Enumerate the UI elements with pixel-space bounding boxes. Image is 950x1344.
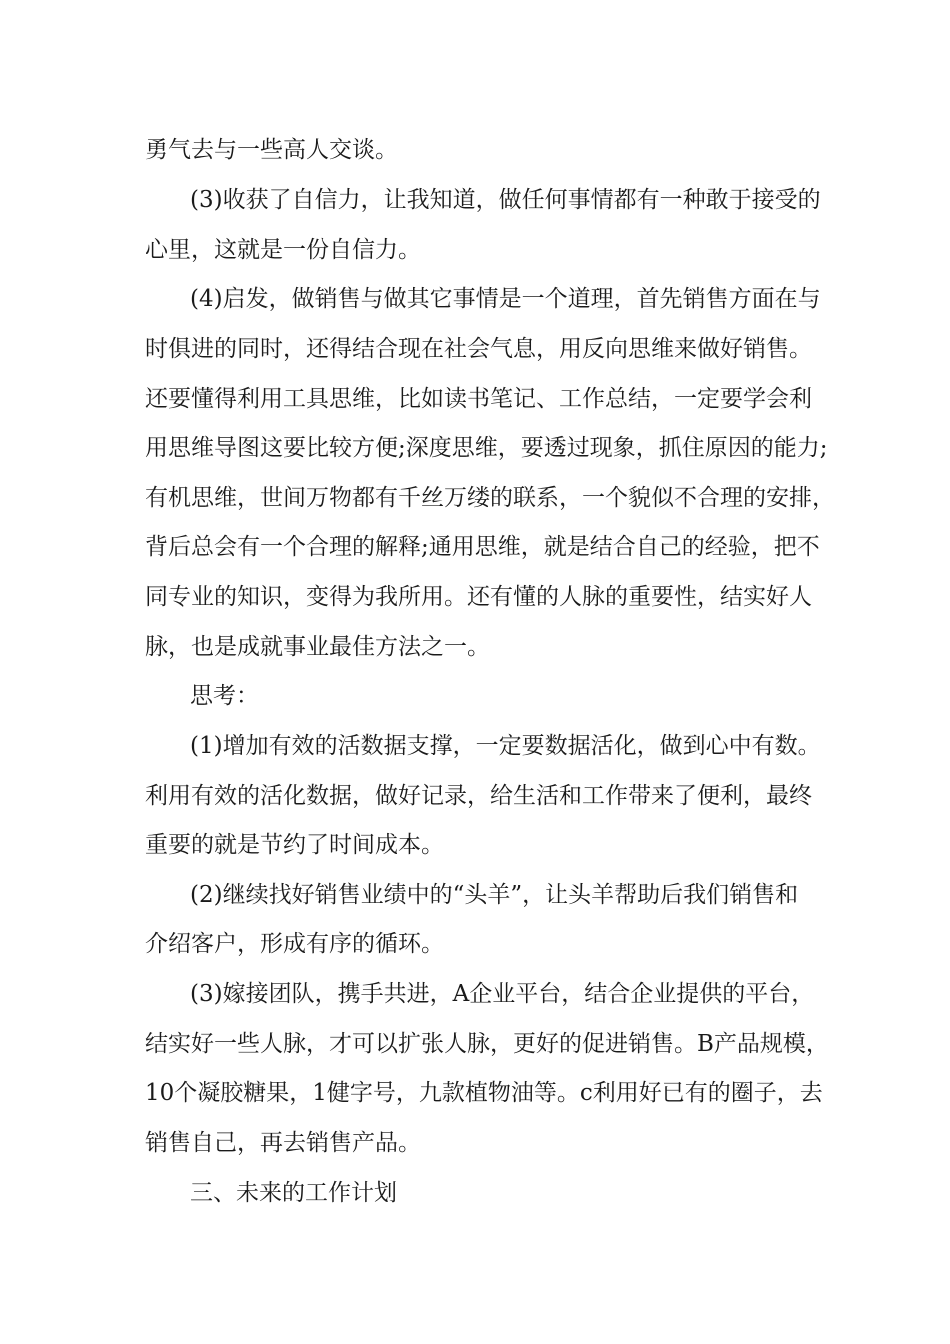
text-line: 有机思维，世间万物都有千丝万缕的联系，一个貌似不合理的安排，: [145, 485, 835, 511]
text-line: 销售自己，再去销售产品。: [145, 1130, 421, 1156]
text-line: 用思维导图这要比较方便;深度思维，要透过现象，抓住原因的能力;: [145, 435, 828, 461]
text-line: 10个凝胶糖果，1健字号，九款植物油等。c利用好已有的圈子，去: [145, 1080, 823, 1106]
text-line: (4)启发，做销售与做其它事情是一个道理，首先销售方面在与: [190, 286, 821, 312]
text-line: 勇气去与一些高人交谈。: [145, 137, 398, 163]
text-line: 时俱进的同时，还得结合现在社会气息，用反向思维来做好销售。: [145, 336, 812, 362]
section-heading: 三、未来的工作计划: [190, 1180, 397, 1206]
text-line: (1)增加有效的活数据支撑，一定要数据活化，做到心中有数。: [190, 733, 821, 759]
text-line: 背后总会有一个合理的解释;通用思维，就是结合自己的经验，把不: [145, 534, 820, 560]
text-line: 心里，这就是一份自信力。: [145, 237, 421, 263]
text-line: 脉，也是成就事业最佳方法之一。: [145, 634, 490, 660]
text-line: 结实好一些人脉，才可以扩张人脉，更好的促进销售。B产品规模，: [145, 1031, 829, 1057]
text-line: (2)继续找好销售业绩中的“头羊”，让头羊帮助后我们销售和: [190, 882, 799, 908]
text-line: (3)收获了自信力，让我知道，做任何事情都有一种敢于接受的: [190, 187, 821, 213]
text-line: 同专业的知识，变得为我所用。还有懂的人脉的重要性，结实好人: [145, 584, 812, 610]
text-line: 重要的就是节约了时间成本。: [145, 832, 444, 858]
section-heading: 思考：: [190, 683, 259, 709]
text-line: (3)嫁接团队，携手共进，A企业平台，结合企业提供的平台，: [190, 981, 815, 1007]
text-line: 介绍客户，形成有序的循环。: [145, 931, 444, 957]
text-line: 还要懂得利用工具思维，比如读书笔记、工作总结，一定要学会利: [145, 386, 812, 412]
text-line: 利用有效的活化数据，做好记录，给生活和工作带来了便利，最终: [145, 783, 812, 809]
